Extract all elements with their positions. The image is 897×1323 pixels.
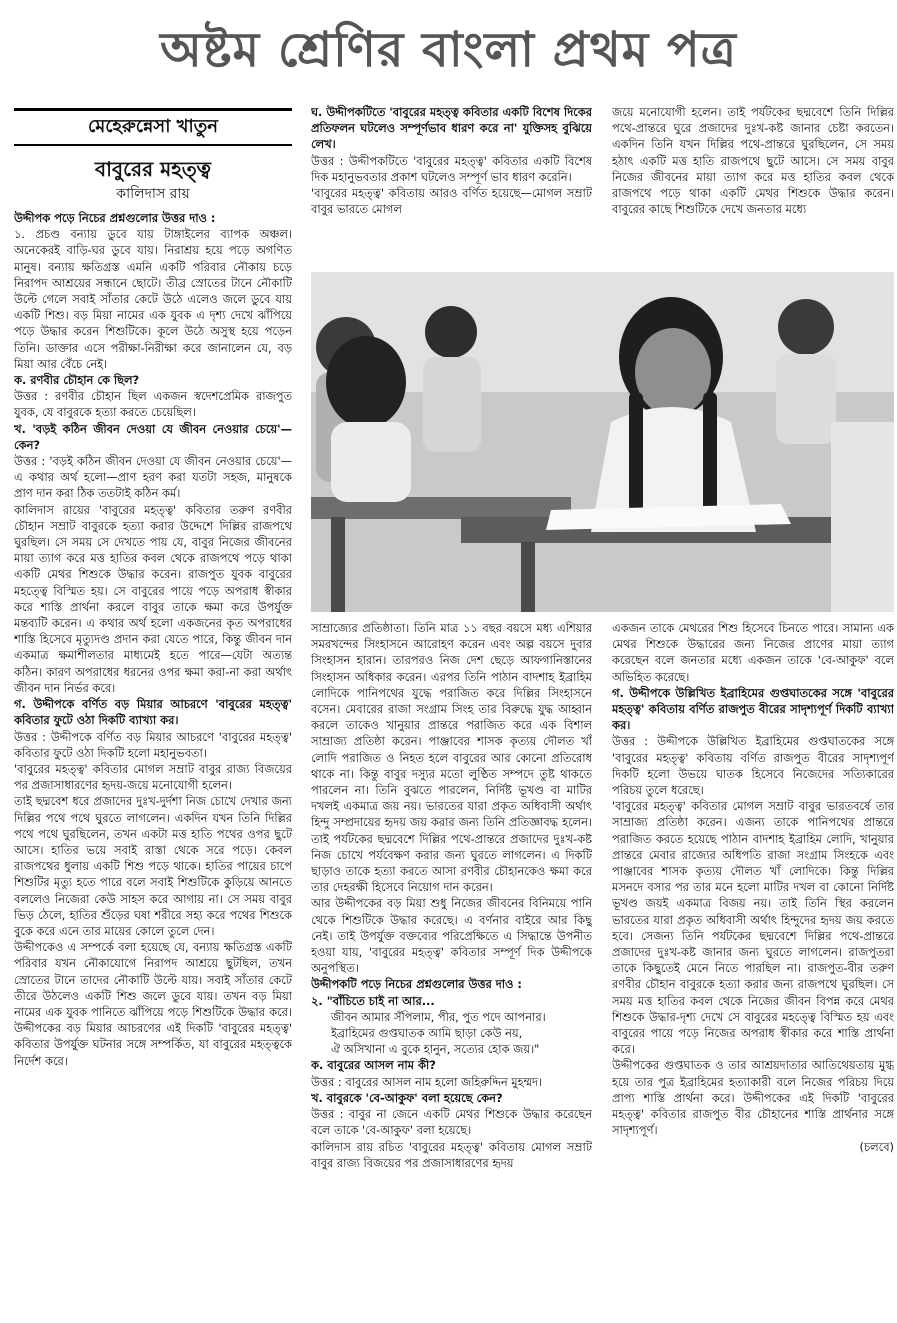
paragraph-text: সাম্রাজ্যের প্রতিষ্ঠাতা। তিনি মাত্র ১১ বছর বয়সে মধ্য এশিয়ার সমরখন্দের সিংহাসনে আরোহণ করেন এবং অল্প বয়সে দুবার সিংহাসন হারান। তারপরও নিজ দেশ ছেড়ে আফগানিস্তানের সিংহাসন অধিকার করেন। এরপর তিনি পাঠান বাদশাহ ইব্রাহিম লোদিকে পানিপথের যুদ্ধে পরাজিত করে দিল্লির সিংহাসনে বসেন। মেবারের রাজা সংগ্রাম সিংহ তার বিরুদ্ধে যুদ্ধ আহ্বান করলে তাকেও খানুয়ার প্রান্তরে পরাজিত করে এক বিশাল সাম্রাজ্য প্রতিষ্ঠা করেন। পাঞ্জাবের শাসক কৃত্যয় দৌলত খাঁ লোদি পরাজিত ও নিহত হলে বাবুরের আর কোনো প্রতিরোধ থাকে না। কিন্তু বাবুর দস্যুর মতো লুণ্ঠিত সম্পদে তুষ্ট থাকতে পারলেন না। তিনি বুঝতে পারলেন, নির্দিষ্ট ভূখণ্ড বা মাটির দখলই একমাত্র জয় নয়। ভারতের যারা প্রকৃত অধিবাসী অর্থাৎ হিন্দু সম্প্রদায়ের হৃদয় জয় করার জন্য তিনি প্রতিজ্ঞাবদ্ধ হলেন। তাই পর্যটকের ছদ্মবেশে দিল্লির পথে-প্রান্তরে প্রজাদের দুঃখ-কষ্ট নিজ চোখে পর্যবেক্ষণ করার জন্য ঘুরতে লাগলেন। এ দিকটি ছাড়াও তাকে হত্যা করতে আসা রণবীর চৌহানকেও ক্ষমা করে তার দেহরক্ষী হিসেবে নিয়োগ দান করেন। bbox=[311, 621, 592, 895]
poet-name: কালিদাস রায় bbox=[116, 186, 190, 202]
paragraph-text: উত্তর : বাবুর না জেনে একটি মেথর শিশুকে উদ্ধার করেছেন বলে তাকে 'বে-আকুফ' বলা হয়েছে। bbox=[311, 1107, 592, 1138]
paragraph-text: জয়ে মনোযোগী হলেন। তাই পর্যটকের ছদ্মবেশে তিনি দিল্লির পথে-প্রান্তরে ঘুরে প্রজাদের দুঃখ-কষ্ট জানার চেষ্টা করতেন। একদিন তিনি যখন দিল্লির পথে-প্রান্তরে ঘুরছিলেন, সে সময় হঠাৎ একটি মত্ত হাতি রাজপথে ছুটে আসে। সে সময় বাবুর নিজের জীবনের মায়া ত্যাগ করে মত্ত হাতির কবল থেকে রাজপথে পড়ে থাকা একটি মেথর শিশুকে উদ্ধার করেন। বাবুরের কাছে শিশুটিকে দেখে জনতার মধ্যে bbox=[612, 105, 894, 217]
paragraph-text: 'বাবুরের মহত্ত্ব' কবিতার মোগল সম্রাট বাবুর ভারতবর্ষে তার সাম্রাজ্য প্রতিষ্ঠা করেন। এজন্য তাকে পানিপথের প্রান্তরে পরাজিত করতে হয়েছে পাঠান বাদশাহ ইব্রাহিম লোদি, খানুয়ার প্রান্তরে মেবার রাজ্যের অধিপতি রাজা সংগ্রাম সিংহকে এবং পাঞ্জাবের শাসক কৃত্যয় দৌলত খাঁ লোদিকে। কিন্তু দিল্লির মসনদে বসার পর তার মনে হলো মাটির দখল বা কোনো নির্দিষ্ট ভূখণ্ড জয়ই একমাত্র বিজয় নয়। তাই তিনি স্থির করলেন ভারতের যারা প্রকৃত অধিবাসী অর্থাৎ হিন্দুদের হৃদয় জয় করতে হবে। সেজন্য তিনি পর্যটকের ছদ্মবেশে দিল্লির পথে-প্রান্তরে প্রজাদের দুঃখ-কষ্ট জানার জন্য ঘুরতে লাগলেন। রাজপুতরা তাকে কিছুতেই মেনে নিতে পারছিল না। রাজপুত-বীর তরুণ রণবীর চৌহান বাবুরকে হত্যা করার জন্য রাজপথে ঘুরছিল। সে সময় মত্ত হাতির কবল থেকে নিজের জীবন বিপন্ন করে মেথর শিশুকে উদ্ধার-দৃশ্য দেখে সে বাবুরের মহত্ত্বে বিস্মিত হয় এবং বাবুরের পায়ে পড়ে নিজের অপরাধ স্বীকার করে শাস্তি প্রার্থনা করে। bbox=[612, 799, 894, 1057]
paragraph-text: কালিদাস রায় রচিত 'বাবুরের মহত্ত্ব' কবিতায় মোগল সম্রাট বাবুর রাজ্য বিজয়ের পর প্রজাসাধারণের হৃদয় bbox=[311, 1139, 592, 1170]
question-text: গ. উদ্দীপকে উল্লিখিত ইব্রাহিমের গুপ্তঘাতকের সঙ্গে 'বাবুরের মহত্ত্ব' কবিতায় বর্ণিত রাজপুত বীরের সাদৃশ্যপূর্ণ দিকটি ব্যাখ্যা কর। bbox=[612, 685, 894, 733]
column-3-bottom bbox=[612, 620, 894, 1315]
question-text: উদ্দীপকটি পড়ে নিচের প্রশ্নগুলোর উত্তর দাও : bbox=[311, 977, 522, 992]
column-2-bottom bbox=[311, 620, 592, 1315]
question-text: ক. বাবুরের আসল নাম কী? bbox=[311, 1058, 436, 1073]
paragraph-text: উদ্দীপকের গুপ্তঘাতক ও তার আশ্রয়দাতার আতিথেয়তায় মুগ্ধ হয়ে তার পুত্র ইব্রাহিমের হত্যাকারী বলে নিজের পরিচয় দিয়ে প্রাপ্য শাস্তি প্রার্থনা করে। উদ্দীপকের এই দিকটি 'বাবুরের মহত্ত্ব' কবিতার রাজপুত বীর চৌহানের শাস্তি প্রার্থনার সঙ্গে সাদৃশ্যপূর্ণ। bbox=[612, 1058, 894, 1138]
paragraph-text: ১. প্রচণ্ড বন্যায় ডুবে যায় টাঙ্গাইলের ব্যাপক অঞ্চল। অনেকেরই বাড়ি-ঘর ডুবে যায়। নিরাশ্রয় হয়ে পড়ে অগণিত মানুষ। বন্যায় ক্ষতিগ্রস্ত এমনি একটি পরিবার নৌকায় চড়ে নিরাপদ আশ্রয়ের সন্ধানে ছোটে। তীব্র স্রোতের টানে নৌকাটি উল্টে গেলে সবাই সাঁতার কেটে উঠে এলেও জলে ডুবে যায় একটি শিশু। বড় মিয়া নামের এক যুবক এ দৃশ্য দেখে ঝাঁপিয়ে পড়ে উদ্ধার করেন শিশুটিকে। কূলে উঠে অসুস্থ হয়ে পড়েন তিনি। ডাক্তার এসে পরীক্ষা-নিরীক্ষা করে জানালেন যে, বড় মিয়া আর বেঁচে নেই। bbox=[14, 227, 292, 371]
masthead-title: অষ্টম শ্রেণির বাংলা প্রথম পত্র bbox=[160, 22, 737, 78]
paragraph-text: (চলবে) bbox=[859, 1139, 894, 1154]
poem-title: বাবুরের মহত্ত্ব bbox=[95, 157, 211, 181]
paragraph-text: উত্তর : উদ্দীপকে বর্ণিত বড় মিয়ার আচরণে 'বাবুরের মহত্ত্ব' কবিতার ফুটে ওঠা দিকটি হলো মহানুভবতা। bbox=[14, 729, 292, 760]
question-text: ক. রণবীর চৌহান কে ছিল? bbox=[14, 373, 140, 388]
author-name: মেহেরুন্নেসা খাতুন bbox=[88, 116, 218, 137]
question-text: খ. 'বড়ই কঠিন জীবন দেওয়া যে জীবন নেওয়ার চেয়ে'—কেন? bbox=[14, 421, 292, 452]
column-2-top bbox=[311, 104, 592, 270]
exam-hall-photo bbox=[311, 272, 894, 612]
paragraph-text: 'বাবুরের মহত্ত্ব' কবিতায় আরও বর্ণিত হয়েছে—মোগল সম্রাট বাবুর ভারতে মোগল bbox=[311, 186, 592, 217]
column-1 bbox=[14, 210, 292, 1315]
paragraph-text: জীবন আমার সঁপিলাম, পীর, পুত পদে আপনার। bbox=[331, 1009, 546, 1024]
paragraph-text: ঐ অসিখানা এ বুকে হানুন, সত্যের হোক জয়।" bbox=[331, 1042, 540, 1057]
paragraph-text: উত্তর : 'বড়ই কঠিন জীবন দেওয়া যে জীবন নেওয়ার চেয়ে'—এ কথার অর্থ হলো—প্রাণ হরণ করা যতটা সহজ, মানুষকে প্রাণ দান করা ঠিক ততটাই কঠিন কর্ম। bbox=[14, 454, 292, 501]
paragraph-text: তাই ছদ্মবেশ ধরে প্রজাদের দুঃখ-দুর্দশা নিজ চোখে দেখার জন্য দিল্লির পথে পথে ঘুরতে লাগলেন। একদিন যখন তিনি দিল্লির পথে পথে ঘুরছিলেন, তখন একটা মত্ত হাতি পথের ওপর ছুটে আসে। হাতির ভয়ে সবাই রাস্তা থেকে সরে পড়ে। কেবল রাজপথের ধুলায় একটি শিশু পড়ে থাকে। হাতির পায়ের চাপে শিশুটির মৃত্যু হতে পারে বলে সবাই শিশুটিকে কুড়িয়ে আনতে বললেও নিজেরা কেউ সাহস করে আগায় না। সে সময় বাবুর ভিড় ঠেলে, হাতির শুঁড়ের ঘষা শরীরে সহ্য করে পথের শিশুকে বুকে করে এনে তার মায়ের কোলে তুলে দেন। bbox=[14, 794, 292, 938]
paragraph-text: আর উদ্দীপকের বড় মিয়া শুধু নিজের জীবনের বিনিময়ে পানি থেকে শিশুটিকে উদ্ধার করেছে। এ বর্ণনার বাইরে আর কিছু নেই। তাই উপর্যুক্ত বক্তব্যের পরিপ্রেক্ষিতে এ সিদ্ধান্তে উপনীত হওয়া যায়, 'বাবুরের মহত্ত্ব' কবিতার সম্পূর্ণ দিক উদ্দীপকে অনুপস্থিত। bbox=[311, 896, 592, 976]
paragraph-text: উত্তর : উদ্দীপকে উল্লিখিত ইব্রাহিমের গুপ্তঘাতকের সঙ্গে 'বাবুরের মহত্ত্ব' কবিতায় বর্ণিত রাজপুত বীরের সাদৃশ্যপূর্ণ দিকটি হলো উভয়ে ঘাতক হিসেবে নিজেদের সত্যিকারের পরিচয় তুলে ধরেছে। bbox=[612, 734, 894, 798]
paragraph-text: উত্তর : বাবুরের আসল নাম হলো জহিরুদ্দিন মুহম্মদ। bbox=[311, 1074, 543, 1089]
paragraph-text: 'বাবুরের মহত্ত্ব' কবিতার মোগল সম্রাট বাবুর রাজ্য বিজয়ের পর প্রজাসাধারণের হৃদয়-জয়ে মনোযোগী হলেন। bbox=[14, 761, 292, 793]
author-top-rule bbox=[14, 108, 292, 111]
question-text: খ. বাবুরকে 'বে-আকুফ' বলা হয়েছে কেন? bbox=[311, 1090, 503, 1105]
question-text: ঘ. উদ্দীপকটিতে 'বাবুরের মহত্ত্ব কবিতার একটি বিশেষ দিকের প্রতিফলন ঘটলেও সম্পূর্ণভাব ধারণ করে না' যুক্তিসহ বুঝিয়ে লেখ। bbox=[311, 105, 592, 152]
question-text: উদ্দীপক পড়ে নিচের প্রশ্নগুলোর উত্তর দাও : bbox=[14, 211, 216, 225]
column-3-top bbox=[612, 104, 894, 270]
students-illustration bbox=[311, 272, 894, 612]
paragraph-text: ইব্রাহিমের গুপ্তঘাতক আমি ছাড়া কেউ নয়, bbox=[331, 1026, 523, 1041]
paragraph-text: উদ্দীপকেও এ সম্পর্কে বলা হয়েছে যে, বন্যায় ক্ষতিগ্রস্ত একটি পরিবার যখন নৌকাযোগে নিরাপদ আশ্রয়ে ছুটছিল, তখন স্রোতের টানে তাদের নৌকাটি উল্টে যায়। সবাই সাঁতার কেটে তীরে উঠলেও একটি শিশু জলে ডুবে যায়। তখন বড় মিয়া নামের এক যুবক পানিতে ঝাঁপিয়ে পড়ে শিশুটিকে উদ্ধার করে। উদ্দীপকের বড় মিয়ার আচরণের এই দিকটি 'বাবুরের মহত্ত্ব' কবিতার উপর্যুক্ত ঘটনার সঙ্গে সম্পর্কিত, যা বাবুরের মহত্ত্বকে নির্দেশ করে। bbox=[14, 940, 292, 1068]
paragraph-text: একজন তাকে মেথরের শিশু হিসেবে চিনতে পারে। সামান্য এক মেথর শিশুকে উদ্ধারের জন্য নিজের প্রাণের মায়া ত্যাগ করেছেন বলে জনতার মধ্যে একজন তাকে 'বে-আকুফ' বলে অভিহিত করেছে। bbox=[612, 621, 894, 684]
paragraph-text: উত্তর : উদ্দীপকটিতে 'বাবুরের মহত্ত্ব' কবিতার একটি বিশেষ দিক মহানুভবতার প্রকাশ ঘটলেও সম্পূর্ণ ভাব ধারণ করেনি। bbox=[311, 153, 592, 184]
paragraph-text: কালিদাস রায়ের 'বাবুরের মহত্ত্ব' কবিতার তরুণ রণবীর চৌহান সম্রাট বাবুরকে হত্যা করার উদ্দেশে দিল্লির রাজপথে ঘুরছিল। সে সময় সে দেখতে পায় যে, বাবুর নিজের জীবনের মায়া ত্যাগ করে মত্ত হাতির কবল থেকে রাজপথে পড়ে থাকা একটি মেথর শিশুকে উদ্ধার করেন। রাজপুত যুবক বাবুরের মহত্ত্বে বিস্মিত হয়। সে বাবুরের পায়ে পড়ে অপরাধ স্বীকার করে শাস্তি প্রার্থনা করলে বাবুর তাকে ক্ষমা করে উপর্যুক্ত মন্তব্যটি করেন। এ কথার অর্থ হলো একজনের কৃত অপরাধের শাস্তি হিসেবে মৃত্যুদণ্ড প্রদান করা যেতে পারে, কিন্তু জীবন দান একমাত্র ক্ষমাশীলতার মাধ্যমেই হতে পারে—যেটা অত্যন্ত কঠিন। কারণ অপরাধের ধরনের ওপর ক্ষমা করা-না করা অর্থাৎ জীবন দান নির্ভর করে। bbox=[14, 502, 292, 695]
question-text: গ. উদ্দীপকে বর্ণিত বড় মিয়ার আচরণে 'বাবুরের মহত্ত্ব' কবিতার ফুটে ওঠা দিকটি ব্যাখ্যা কর। bbox=[14, 697, 292, 728]
author-bottom-rule bbox=[14, 144, 292, 146]
question-text: ২. "বাঁচিতে চাই না আর... bbox=[311, 993, 435, 1008]
paragraph-text: উত্তর : রণবীর চৌহান ছিল একজন স্বদেশপ্রেমিক রাজপুত যুবক, যে বাবুরকে হত্যা করতে চেয়েছিল। bbox=[14, 389, 292, 420]
